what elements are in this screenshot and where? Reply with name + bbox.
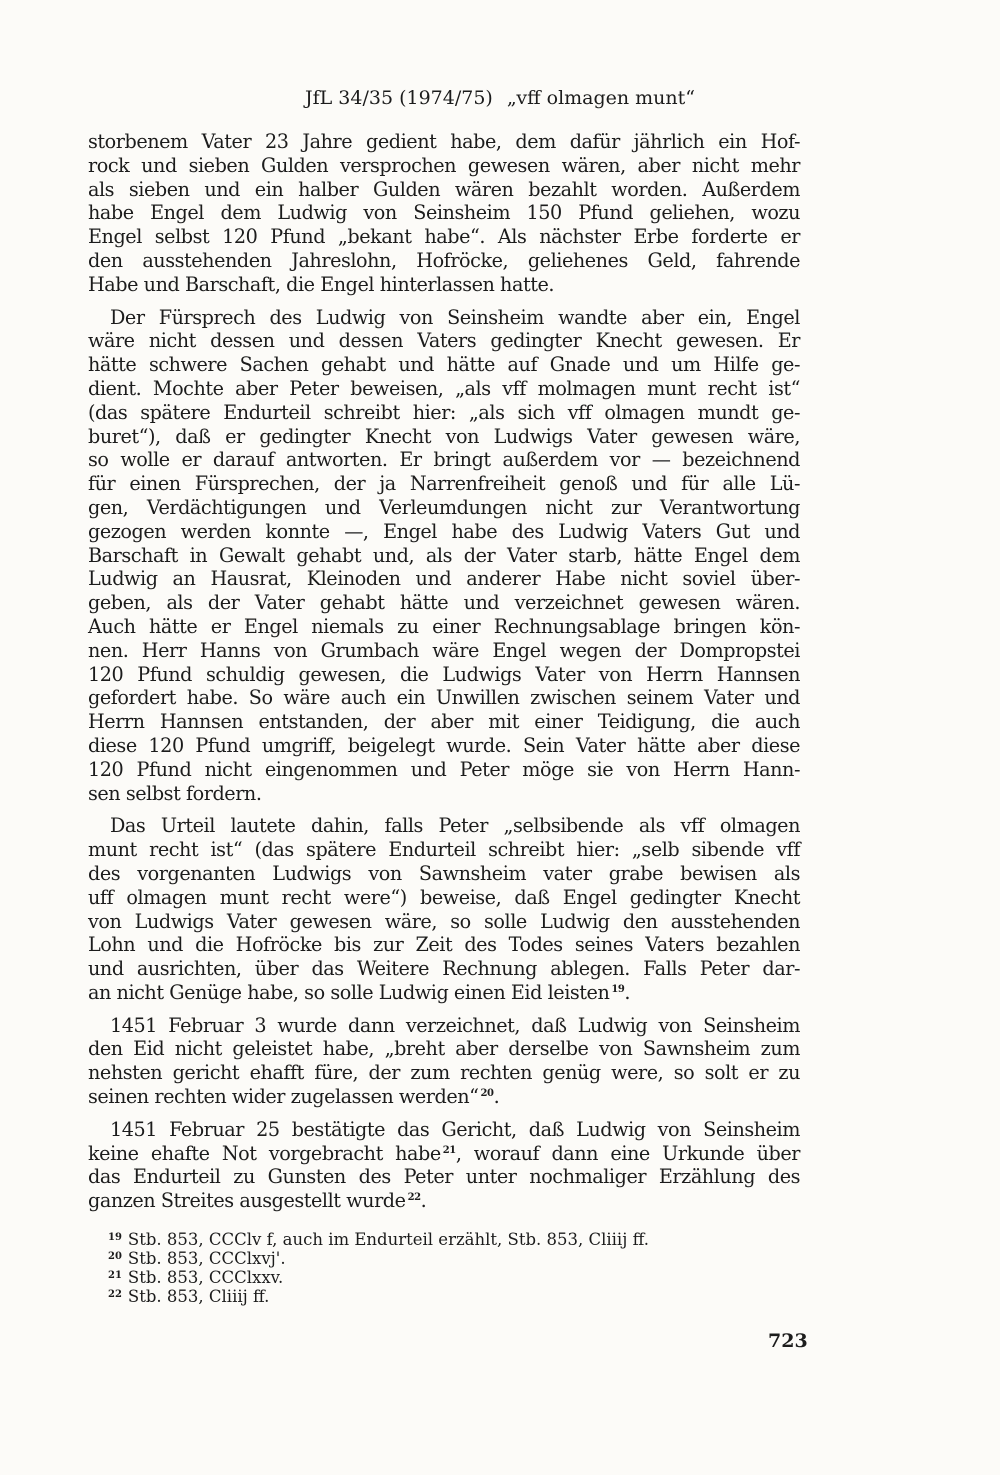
- text-line: [88, 838, 800, 862]
- text-line: [88, 130, 800, 154]
- text-line: [88, 544, 800, 568]
- text-fragment: nen. Herr Hanns von Grumbach wäre Engel wegen der Dompropstei: [88, 638, 800, 662]
- text-fragment: hätte schwere Sachen gehabt und hätte auf Gnade und um Hilfe ge-: [88, 353, 800, 377]
- text-fragment: den ausstehenden Jahreslohn, Hofröcke, geliehenes Geld, fahrende: [88, 248, 800, 272]
- text-fragment: Barschaft in Gewalt gehabt und, als der Vater starb, hätte Engel dem: [88, 543, 800, 567]
- text-fragment: geben, als der Vater gehabt hätte und verzeichnet gewesen wären.: [88, 591, 800, 615]
- text-line: [88, 567, 800, 591]
- text-line: [88, 273, 800, 297]
- footnote-reference[interactable]: 22: [407, 1192, 421, 1204]
- running-header: [0, 86, 1000, 110]
- paragraph: [88, 814, 800, 1004]
- text-fragment: Herrn Hannsen entstanden, der aber mit einer Teidigung, die auch: [88, 710, 800, 734]
- text-line: [88, 329, 800, 353]
- text-fragment: Lohn und die Hofröcke bis zur Zeit des Todes seines Vaters bezahlen: [88, 933, 800, 957]
- text-fragment: Ludwig an Hausrat, Kleinoden und anderer Habe nicht soviel über-: [88, 567, 800, 591]
- text-fragment: .: [624, 980, 631, 1004]
- text-line: [88, 758, 800, 782]
- text-line: [88, 225, 800, 249]
- text-line: [88, 933, 800, 957]
- text-line: [88, 472, 800, 496]
- text-line: [88, 1118, 800, 1142]
- text-line: [88, 249, 800, 273]
- text-fragment: 120 Pfund nicht eingenommen und Peter möge sie von Herrn Hann-: [88, 757, 800, 781]
- text-line: [88, 615, 800, 639]
- text-line: [88, 377, 800, 401]
- paragraph: [88, 306, 800, 806]
- text-line: [88, 448, 800, 472]
- text-fragment: uff olmagen munt recht were“) beweise, daß Engel gedingter Knecht: [88, 885, 800, 909]
- text-fragment: munt recht ist“ (das spätere Endurteil schreibt hier: „selb sibende vff: [88, 838, 800, 862]
- text-line: [88, 639, 800, 663]
- text-line: [88, 520, 800, 544]
- text-fragment: storbenem Vater 23 Jahre gedient habe, dem dafür jährlich ein Hof-: [88, 130, 800, 153]
- text-line: [88, 1014, 800, 1038]
- text-line: [88, 734, 800, 758]
- text-fragment: das Endurteil zu Gunsten des Peter unter nochmaliger Erzählung des: [88, 1165, 800, 1189]
- text-fragment: gen, Verdächtigungen und Verleumdungen nicht zur Verantwortung: [88, 495, 800, 519]
- text-fragment: seinen rechten wider zugelassen werden“: [88, 1085, 479, 1109]
- text-fragment: gezogen werden konnte —, Engel habe des Ludwig Vaters Gut und: [88, 519, 800, 543]
- text-fragment: so wolle er darauf antworten. Er bringt außerdem vor — bezeichnend: [88, 448, 800, 472]
- text-line: [88, 1085, 800, 1109]
- footnote-text: Stb. 853, CCClxvj'.: [127, 1249, 286, 1268]
- paragraph: [88, 1014, 800, 1109]
- text-line: [88, 1037, 800, 1061]
- text-fragment: für einen Fürsprechen, der ja Narrenfreiheit genoß und für alle Lü-: [88, 472, 800, 496]
- text-fragment: wäre nicht dessen und dessen Vaters gedingter Knecht gewesen. Er: [88, 329, 800, 353]
- text-fragment: (das spätere Endurteil schreibt hier: „als sich vff olmagen mundt ge-: [88, 400, 800, 424]
- text-line: [88, 178, 800, 202]
- text-fragment: als sieben und ein halber Gulden wären bezahlt worden. Außerdem: [88, 177, 800, 201]
- footnote-text: Stb. 853, Cliiij ff.: [127, 1287, 270, 1306]
- footnote-number: 19: [108, 1232, 122, 1243]
- text-fragment: Der Fürsprech des Ludwig von Seinsheim wandte aber ein, Engel: [110, 305, 800, 329]
- text-line: [88, 910, 800, 934]
- text-line: [88, 710, 800, 734]
- text-fragment: diese 120 Pfund umgriff, beigelegt wurde. Sein Vater hätte aber diese: [88, 733, 800, 757]
- text-line: [88, 886, 800, 910]
- footnote-reference[interactable]: 19: [611, 983, 625, 995]
- text-fragment: und ausrichten, über das Weitere Rechnung ablegen. Falls Peter dar-: [88, 957, 800, 981]
- text-line: [88, 353, 800, 377]
- text-line: [88, 496, 800, 520]
- paragraph: [88, 1118, 800, 1213]
- text-fragment: Habe und Barschaft, die Engel hinterlassen hatte.: [88, 272, 555, 296]
- text-fragment: von Ludwigs Vater gewesen wäre, so solle Ludwig den ausstehenden: [88, 909, 800, 933]
- footnote-number: 21: [108, 1270, 122, 1281]
- text-fragment: dient. Mochte aber Peter beweisen, „als vff molmagen munt recht ist“: [88, 376, 800, 400]
- text-line: [88, 862, 800, 886]
- footnote-text: Stb. 853, CCClv f, auch im Endurteil erzählt, Stb. 853, Cliiij ff.: [127, 1230, 649, 1249]
- text-line: [88, 981, 800, 1005]
- text-fragment: Das Urteil lautete dahin, falls Peter „selbsibende als vff olmagen: [110, 814, 800, 838]
- text-fragment: 1451 Februar 3 wurde dann verzeichnet, daß Ludwig von Seinsheim: [110, 1013, 800, 1037]
- footnote-text: Stb. 853, CCClxxv.: [127, 1268, 284, 1287]
- text-line: [88, 1142, 800, 1166]
- text-line: [88, 401, 800, 425]
- text-line: [88, 306, 800, 330]
- text-fragment: ganzen Streites ausgestellt wurde: [88, 1189, 406, 1213]
- text-fragment: habe Engel dem Ludwig von Seinsheim 150 Pfund geliehen, wozu: [88, 201, 800, 225]
- page-number: 723: [768, 1330, 808, 1352]
- footnotes: [108, 1228, 798, 1304]
- text-line: [88, 686, 800, 710]
- text-fragment: des vorgenanten Ludwigs von Sawnsheim vater grabe bewisen als: [88, 861, 800, 885]
- text-line: [88, 814, 800, 838]
- text-fragment: an nicht Genüge habe, so solle Ludwig einen Eid leisten: [88, 980, 610, 1004]
- text-fragment: , worauf dann eine Urkunde über: [455, 1141, 800, 1165]
- text-fragment: Engel selbst 120 Pfund „bekant habe“. Als nächster Erbe forderte er: [88, 225, 800, 249]
- text-fragment: 1451 Februar 25 bestätigte das Gericht, daß Ludwig von Seinsheim: [110, 1117, 800, 1141]
- text-fragment: buret“), daß er gedingter Knecht von Ludwigs Vater gewesen wäre,: [88, 424, 800, 448]
- footnote: [108, 1285, 798, 1304]
- footnote-number: 22: [108, 1289, 122, 1300]
- journal-reference: JfL 34/35 (1974/75): [304, 87, 493, 109]
- paragraph: [88, 130, 800, 297]
- text-line: [88, 663, 800, 687]
- text-fragment: sen selbst fordern.: [88, 781, 262, 805]
- footnote: [108, 1228, 798, 1247]
- footnote: [108, 1247, 798, 1266]
- text-fragment: .: [420, 1189, 427, 1213]
- text-line: [88, 1189, 800, 1213]
- text-line: [88, 425, 800, 449]
- body-text: [88, 130, 800, 1222]
- text-line: [88, 957, 800, 981]
- text-fragment: den Eid nicht geleistet habe, „breht aber derselbe von Sawnsheim zum: [88, 1037, 800, 1061]
- text-line: [88, 154, 800, 178]
- text-fragment: Auch hätte er Engel niemals zu einer Rechnungsablage bringen kön-: [88, 614, 800, 638]
- footnote-number: 20: [108, 1251, 122, 1262]
- footnote-reference[interactable]: 21: [442, 1144, 456, 1156]
- text-fragment: rock und sieben Gulden versprochen gewesen wären, aber nicht mehr: [88, 153, 800, 177]
- text-line: [88, 1061, 800, 1085]
- text-line: [88, 782, 800, 806]
- text-fragment: nehsten gericht ehafft füre, der zum rechten genüg were, so solt er zu: [88, 1061, 800, 1085]
- footnote: [108, 1266, 798, 1285]
- article-short-title: „vff olmagen munt“: [506, 87, 696, 109]
- text-line: [88, 201, 800, 225]
- text-fragment: 120 Pfund schuldig gewesen, die Ludwigs Vater von Herrn Hannsen: [88, 662, 800, 686]
- text-line: [88, 591, 800, 615]
- text-fragment: gefordert habe. So wäre auch ein Unwillen zwischen seinem Vater und: [88, 686, 800, 710]
- footnote-reference[interactable]: 20: [480, 1088, 494, 1100]
- text-line: [88, 1165, 800, 1189]
- text-fragment: .: [493, 1085, 500, 1109]
- text-fragment: keine ehafte Not vorgebracht habe: [88, 1141, 441, 1165]
